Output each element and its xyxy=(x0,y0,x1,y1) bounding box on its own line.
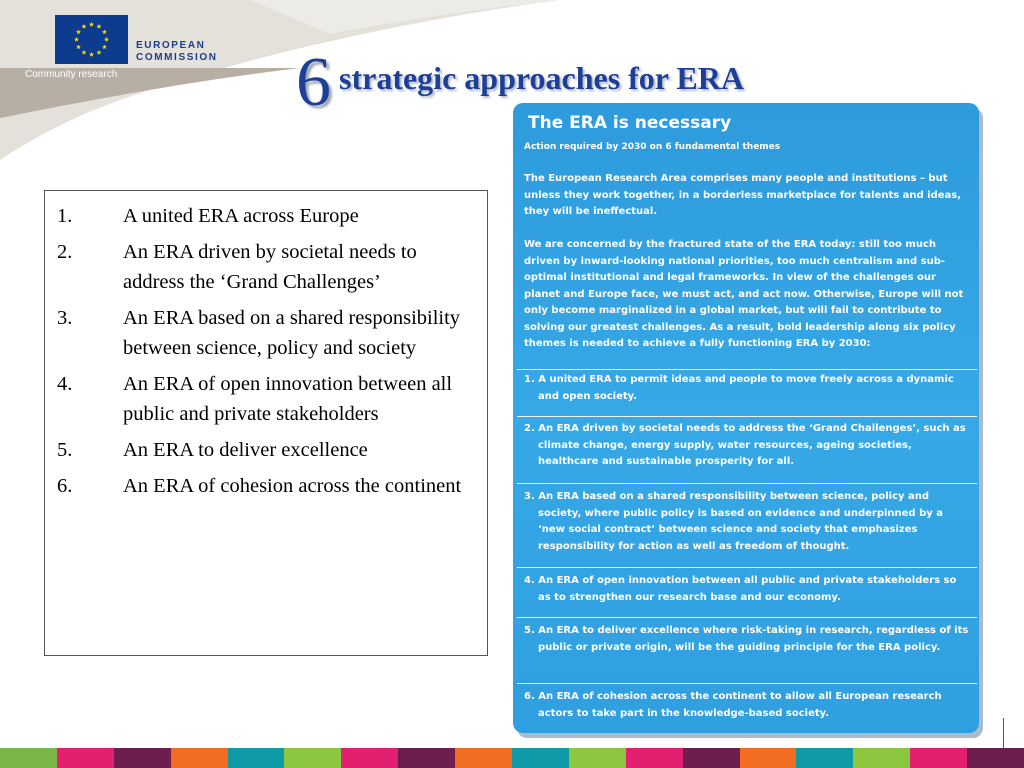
footer-stripe-segment xyxy=(455,748,512,768)
panel-divider xyxy=(517,483,977,484)
footer-stripe-segment xyxy=(171,748,228,768)
footer-stripe-segment xyxy=(569,748,626,768)
list-item xyxy=(57,471,475,501)
list-item xyxy=(57,237,475,297)
approaches-list xyxy=(45,191,487,501)
footer-stripe-segment xyxy=(967,748,1024,768)
footer-stripe-segment xyxy=(512,748,569,768)
panel-item-4: 4. An ERA of open innovation between all public and private stakeholders so as to strengthen our research base and our economy. xyxy=(524,575,957,603)
footer-stripe-segment xyxy=(0,748,57,768)
footer-stripe-segment xyxy=(284,748,341,768)
footer-stripe-segment xyxy=(853,748,910,768)
logo-line-1: EUROPEAN xyxy=(136,40,206,51)
footer-stripe-segment xyxy=(683,748,740,768)
footer-stripe-segment xyxy=(796,748,853,768)
panel-divider xyxy=(517,617,977,618)
footer-color-stripe xyxy=(0,748,1024,768)
list-item-text: A united ERA across Europe xyxy=(123,205,359,227)
footer-stripe-segment xyxy=(398,748,455,768)
logo-line-2: COMMISSION xyxy=(136,52,218,63)
panel-divider xyxy=(517,683,977,684)
footer-stripe-segment xyxy=(57,748,114,768)
list-item-number: 5. xyxy=(57,439,73,461)
panel-item-2: 2. An ERA driven by societal needs to address the ‘Grand Challenges’, such as climate change, energy supply, water resources, ageing societies, healthcare and sustainable prosperity for all. xyxy=(524,423,966,467)
footer-stripe-segment xyxy=(114,748,171,768)
list-item-text: An ERA of open innovation between all public and private stakeholders xyxy=(123,373,453,425)
panel-title: The ERA is necessary xyxy=(528,113,732,133)
footer-stripe-segment xyxy=(910,748,967,768)
list-item xyxy=(57,201,475,231)
footer-stripe-segment xyxy=(740,748,797,768)
panel-divider xyxy=(517,369,977,370)
footer-stripe-segment xyxy=(228,748,285,768)
panel-subtitle: Action required by 2030 on 6 fundamental themes xyxy=(524,142,781,152)
title-text: strategic approaches for ERA xyxy=(339,60,744,96)
panel-paragraph-1: The European Research Area comprises many people and institutions – but unless they work together, in a borderless marketplace for talents and ideas, they will be ineffectual. xyxy=(524,173,962,217)
list-item-text: An ERA of cohesion across the continent xyxy=(123,475,462,497)
panel-divider xyxy=(517,567,977,568)
title-number: 6 xyxy=(296,44,331,121)
community-research-label: Community research xyxy=(25,69,118,80)
list-item-number: 6. xyxy=(57,475,73,497)
era-info-panel xyxy=(513,103,979,733)
list-item xyxy=(57,369,475,429)
panel-divider xyxy=(517,416,977,417)
list-item-number: 1. xyxy=(57,205,73,227)
panel-item-6: 6. An ERA of cohesion across the continent to allow all European research actors to take part in the knowledge-based society. xyxy=(524,691,942,719)
panel-item-3: 3. An ERA based on a shared responsibility between science, policy and society, where public policy is based on evidence and underpinned by a ‘new social contract’ between science and society that emphasizes responsibility for action as well as freedom of thought. xyxy=(524,491,943,552)
eu-logo-text xyxy=(136,40,218,64)
panel-paragraph-2: We are concerned by the fractured state of the ERA today: still too much driven by inward-looking national priorities, too much centralism and sub-optimal institutional and legal frameworks. In view of the challenges our planet and Europe face, we must act, and act now. Otherwise, Europe will not only become marginalized in a global market, but will fail to contribute to solving our greatest challenges. As a result, bold leadership along six policy themes is needed to achieve a fully functioning ERA by 2030: xyxy=(524,239,964,349)
footer-stripe-segment xyxy=(341,748,398,768)
list-item-text: An ERA based on a shared responsibility between science, policy and society xyxy=(123,307,461,359)
eu-flag-icon xyxy=(55,15,128,64)
panel-item-1: 1. A united ERA to permit ideas and people to move freely across a dynamic and open society. xyxy=(524,374,954,402)
list-item-number: 3. xyxy=(57,307,73,329)
footer-stripe-segment xyxy=(626,748,683,768)
panel-item-5: 5. An ERA to deliver excellence where risk-taking in research, regardless of its public or private origin, will be the guiding principle for the ERA policy. xyxy=(524,625,969,653)
corner-line xyxy=(1003,718,1004,750)
list-item-text: An ERA driven by societal needs to address the ‘Grand Challenges’ xyxy=(123,241,417,293)
list-item-text: An ERA to deliver excellence xyxy=(123,439,368,461)
list-item xyxy=(57,303,475,363)
list-item xyxy=(57,435,475,465)
list-item-number: 4. xyxy=(57,373,73,395)
list-item-number: 2. xyxy=(57,241,73,263)
approaches-list-box xyxy=(44,190,488,656)
